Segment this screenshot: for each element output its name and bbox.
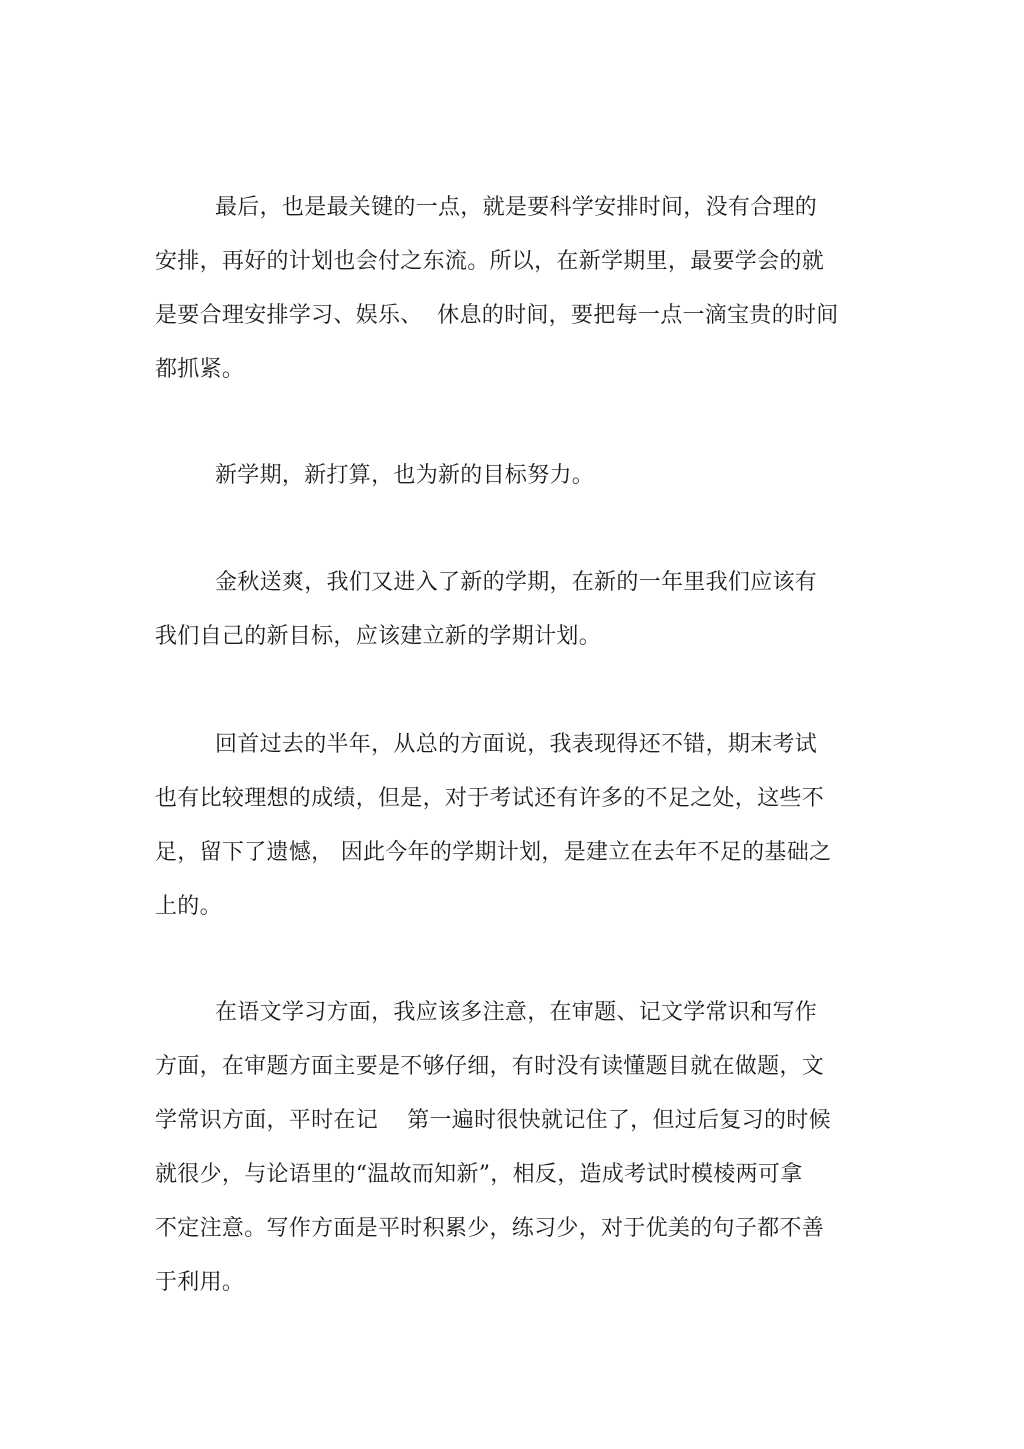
paragraph-line: 新学期，新打算，也为新的目标努力。 <box>215 463 595 488</box>
paragraph-line: 我们自己的新目标，应该建立新的学期计划。 <box>155 624 602 649</box>
paragraph-line: 上的。 <box>155 894 222 919</box>
paragraph-line: 是要合理安排学习、娱乐、 休息的时间，要把每一点一滴宝贵的时间 <box>155 303 839 328</box>
paragraph-time-management <box>155 181 845 397</box>
paragraph-line: 也有比较理想的成绩，但是，对于考试还有许多的不足之处，这些不 <box>155 786 825 811</box>
paragraph-line: 在语文学习方面，我应该多注意，在审题、记文学常识和写作 <box>215 1000 818 1025</box>
paragraph-line: 安排，再好的计划也会付之东流。所以，在新学期里，最要学会的就 <box>155 249 825 274</box>
paragraph-new-semester <box>155 449 845 503</box>
paragraph-line: 金秋送爽，我们又进入了新的学期，在新的一年里我们应该有 <box>215 570 818 595</box>
paragraph-review <box>155 718 845 934</box>
paragraph-line: 足，留下了遗憾， 因此今年的学期计划，是建立在去年不足的基础之 <box>155 840 832 865</box>
paragraph-autumn <box>155 556 845 664</box>
paragraph-line: 就很少，与论语里的“温故而知新”，相反，造成考试时模棱两可拿 <box>155 1162 803 1187</box>
paragraph-line: 不定注意。写作方面是平时积累少，练习少，对于优美的句子都不善 <box>155 1216 825 1241</box>
paragraph-line: 方面，在审题方面主要是不够仔细，有时没有读懂题目就在做题，文 <box>155 1054 825 1079</box>
paragraph-line: 回首过去的半年，从总的方面说，我表现得还不错，期末考试 <box>215 732 818 757</box>
paragraph-line: 于利用。 <box>155 1270 245 1295</box>
paragraph-line: 学常识方面，平时在记 第一遍时很快就记住了，但过后复习的时候 <box>155 1108 831 1133</box>
paragraph-line: 都抓紧。 <box>155 357 245 382</box>
paragraph-line: 最后，也是最关键的一点，就是要科学安排时间，没有合理的 <box>215 195 818 220</box>
paragraph-chinese-study <box>155 986 845 1310</box>
